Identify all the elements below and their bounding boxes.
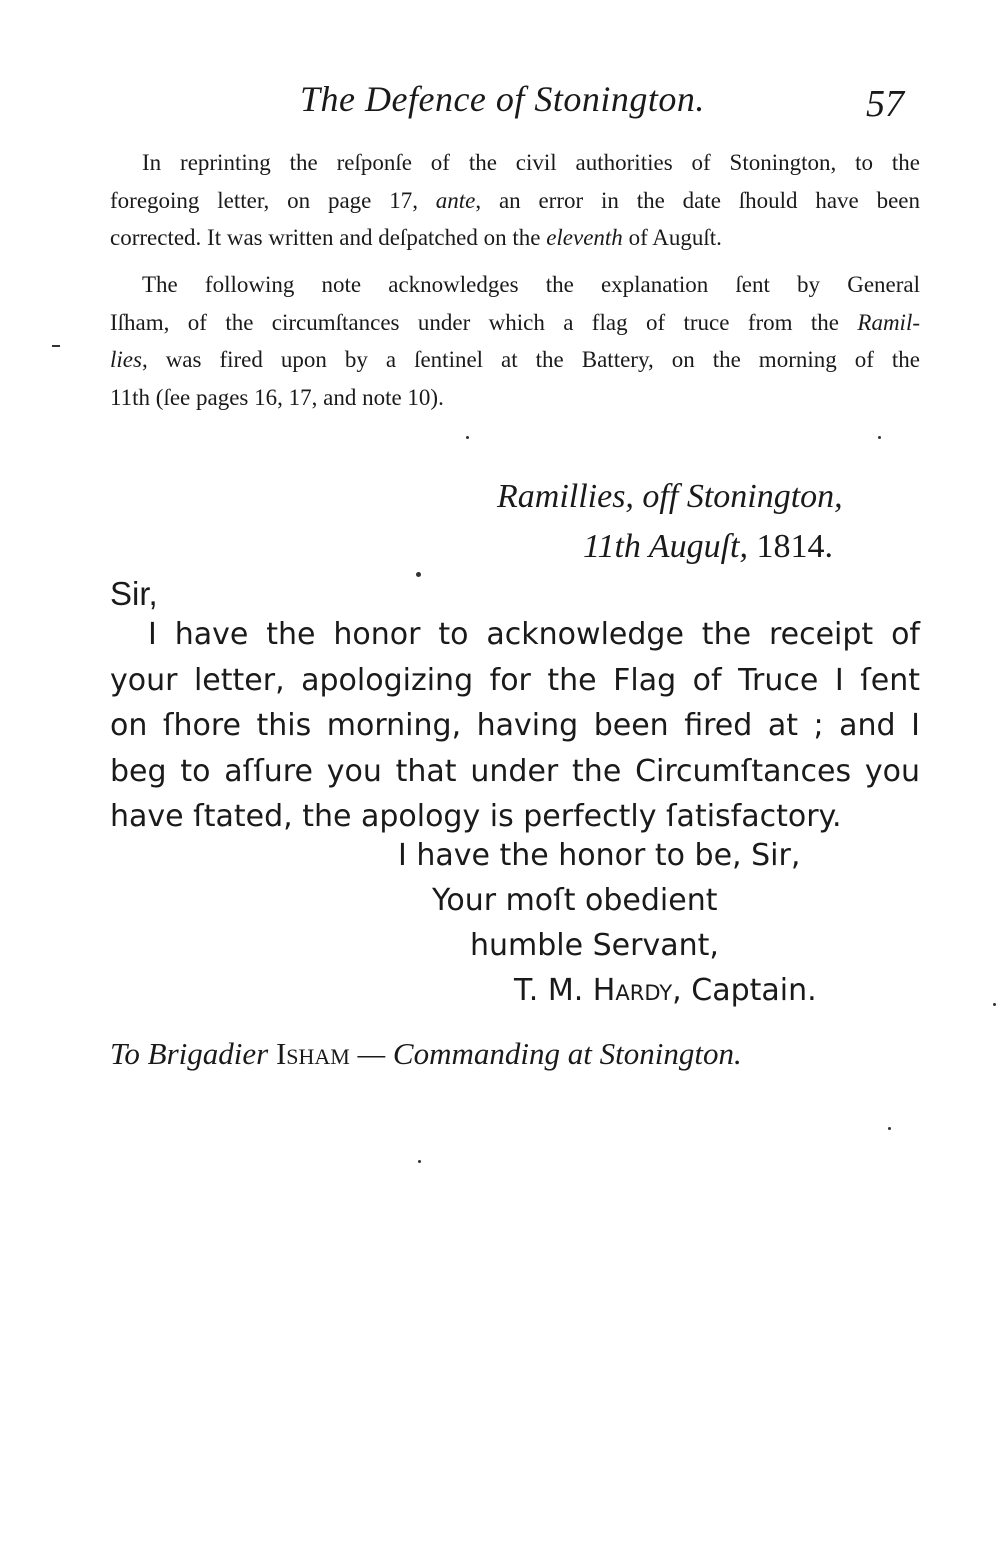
letter-dateline-place: Ramillies, off Stonington, [497,478,843,515]
letter-signature: T. M. Hardy, Captain. [514,973,817,1008]
note-line: corrected. It was written and deſpatched on the eleventh of Auguſt. [110,225,722,250]
letter-salutation: Sir, [110,575,158,612]
letter-body-line: on ſhore this morning, having been fired at ; and I [110,708,920,743]
note-line: Iſham, of the circumſtances under which a flag of truce from the Ramil- [110,309,920,335]
letter-dateline-date: 11th Auguſt, 1814. [583,528,833,565]
letter-body [110,612,920,840]
letter-closing-line: I have the honor to be, Sir, [398,838,801,873]
editorial-note-explanation [110,266,920,416]
note-line: 11th (ſee pages 16, 17, and note 10). [110,384,444,410]
letter-body-line: have ſtated, the apology is perfectly ſatisfactory. [110,799,842,834]
note-line: lies, was fired upon by a ſentinel at the Battery, on the morning of the [110,347,920,372]
letter-body-line: your letter, apologizing for the Flag of Truce I ſent [110,662,920,698]
editorial-note-correction [110,144,920,257]
note-line: The following note acknowledges the explanation ſent by General [142,272,920,297]
letter-body-line: I have the honor to acknowledge the receipt of [148,617,920,652]
page-number: 57 [866,83,904,125]
letter-closing-line: humble Servant, [470,928,719,963]
letter-body-line: beg to aſſure you that under the Circumſtances you [110,753,920,789]
note-line: In reprinting the reſponſe of the civil authorities of Stonington, to the [142,150,920,175]
letter-closing-line: Your moſt obedient [432,883,718,918]
letter-address: To Brigadier Isham — Commanding at Stonington. [110,1036,742,1071]
running-head: The Defence of Stonington. [300,79,705,119]
note-line: foregoing letter, on page 17, ante, an error in the date ſhould have been [110,187,920,213]
